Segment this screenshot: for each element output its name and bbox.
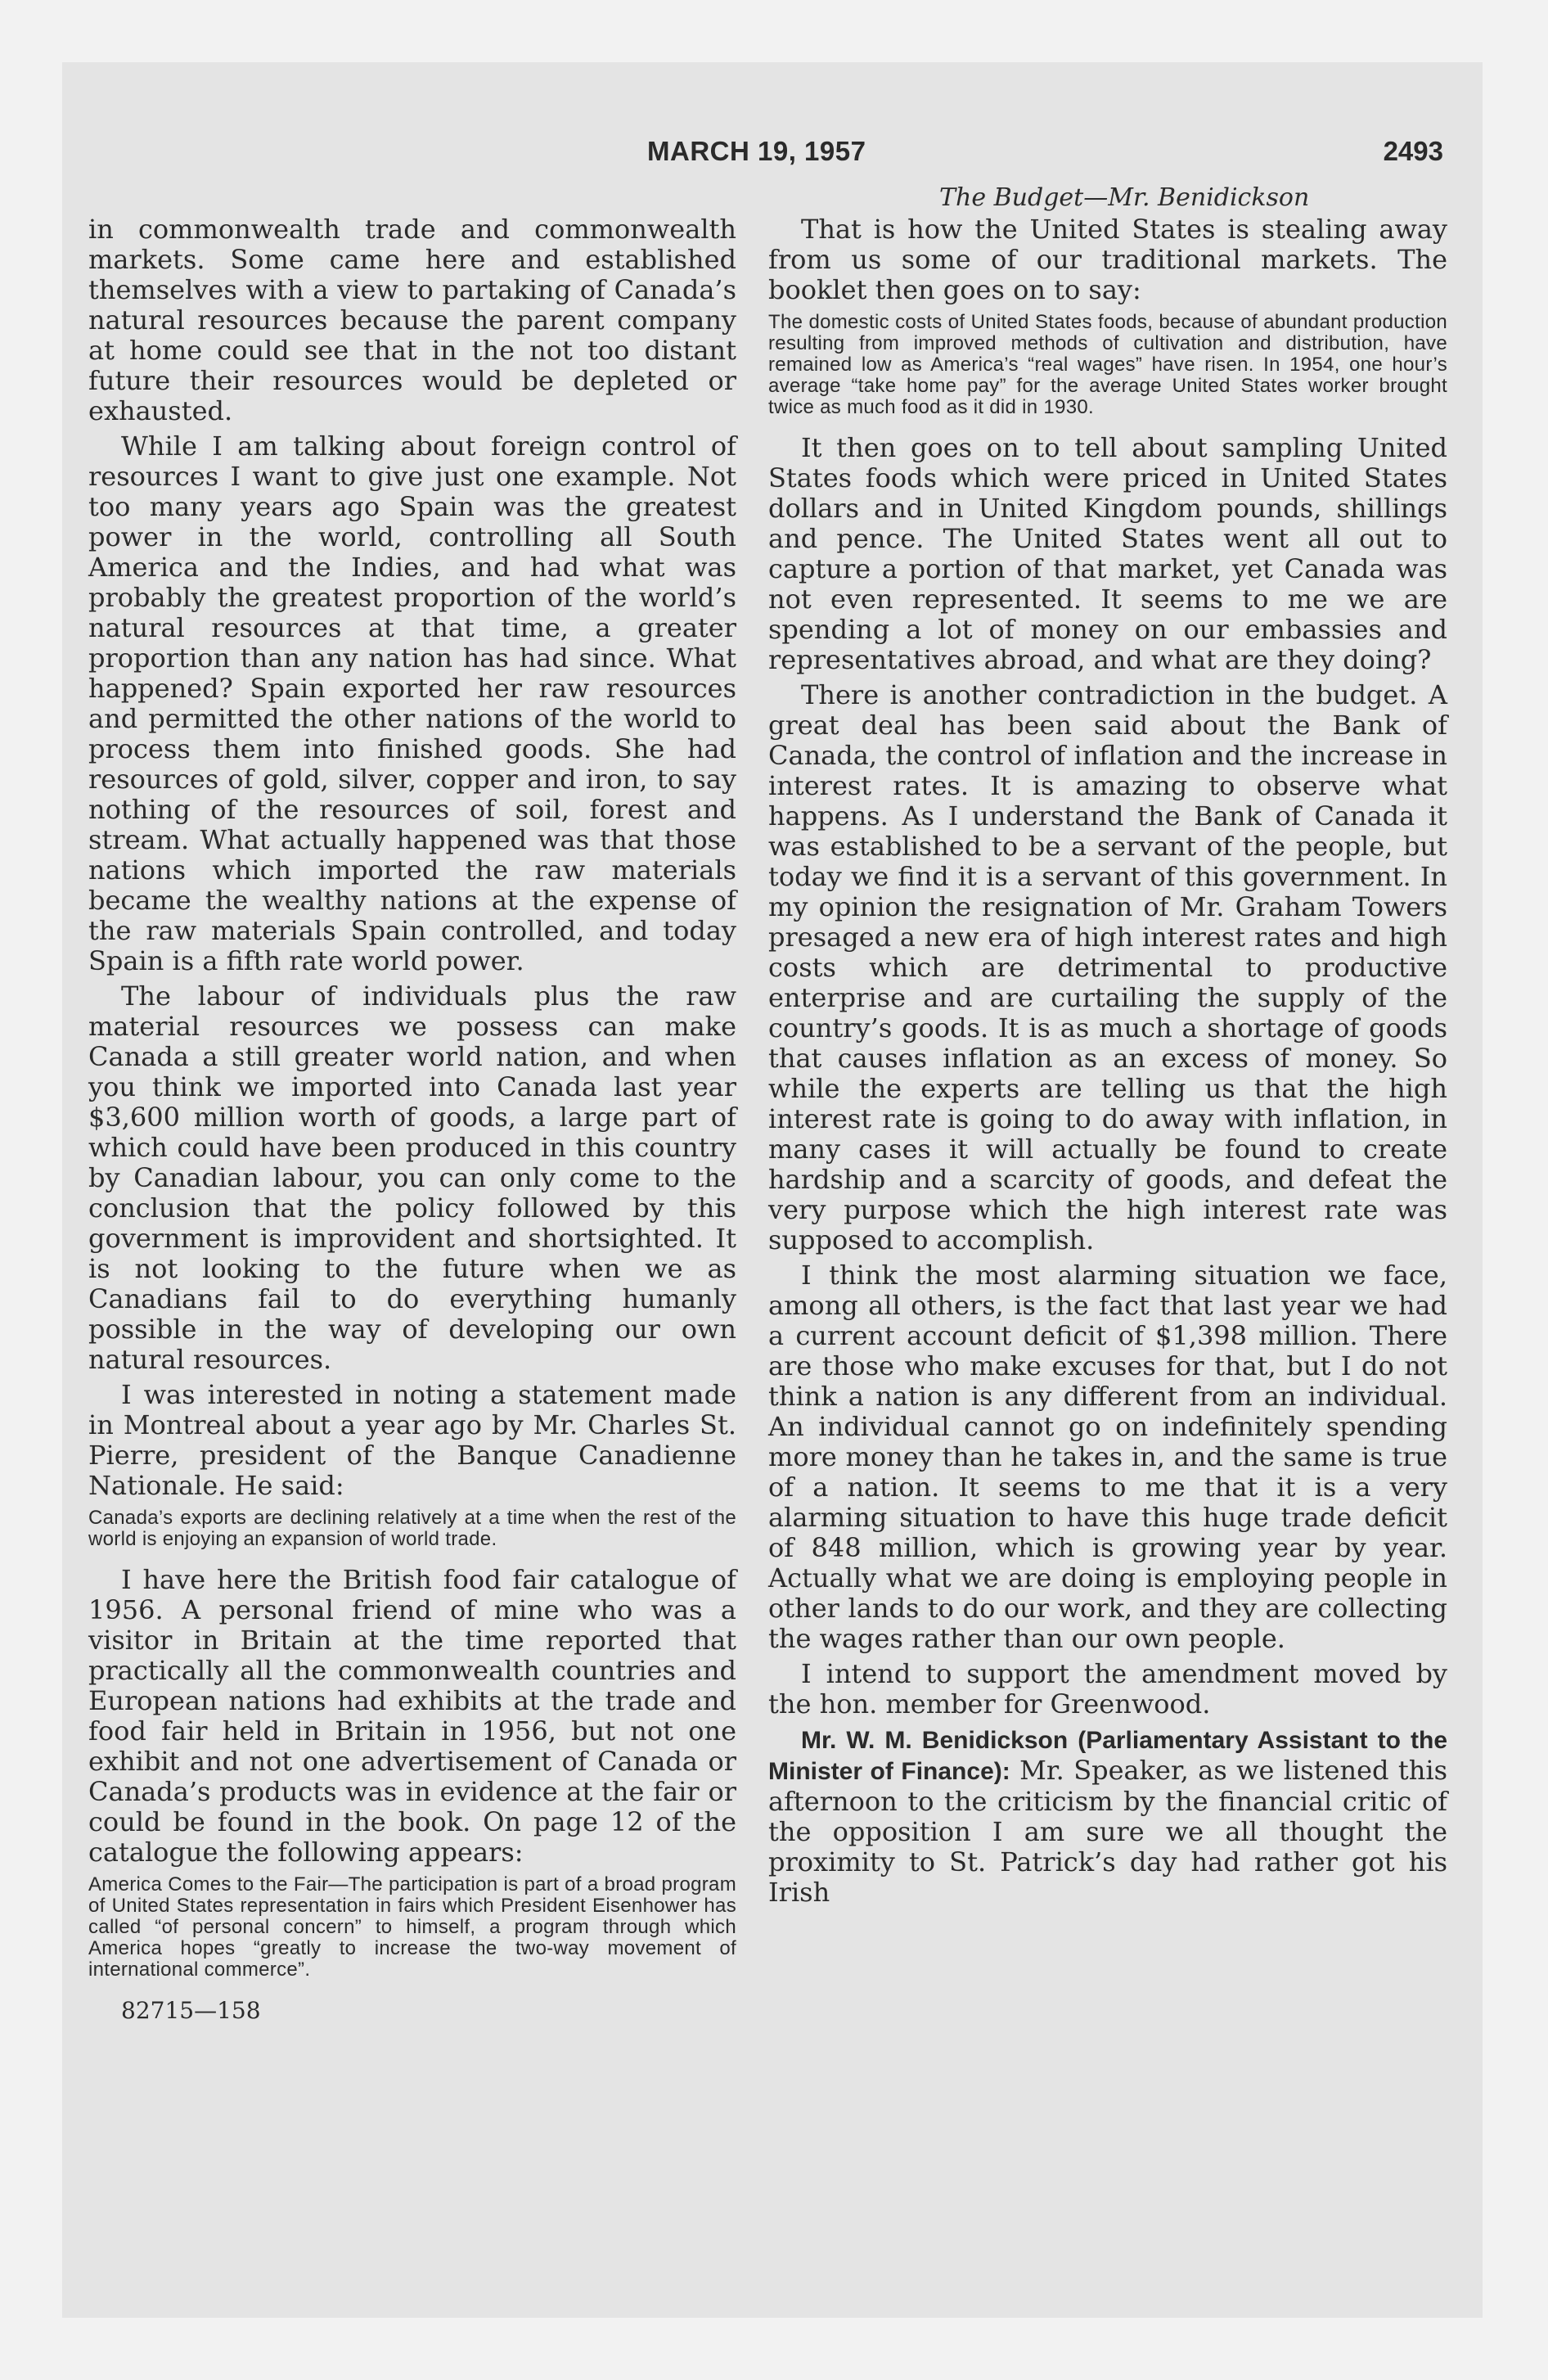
- paragraph: I was interested in noting a statement made in Montreal about a year ago by Mr. Charles St. Pierre, president of the Banque Canadienne Nationale. He said:: [88, 1379, 736, 1501]
- paragraph: I think the most alarming situation we face, among all others, is the fact that last year we had a current account deficit of $1,398 million. There are those who make excuses for that, but I do not think a nation is any different from an individual. An individual cannot go on indefinitely spending more money than he takes in, and the same is true of a nation. It seems to me that it is a very alarming situation to have this huge trade deficit of 848 million, which is growing year by year. Actually what we are doing is employing people in other lands to do our work, and they are collecting the wages rather than our own people.: [768, 1260, 1447, 1654]
- printer-code: 82715—158: [121, 1997, 261, 2024]
- block-quote: America Comes to the Fair—The participation is part of a broad program of United States representation in fairs which President Eisenhower has called “of personal concern” to himself, a program through which America hopes “greatly to increase the two-way movement of international commerce”.: [88, 1873, 736, 1981]
- paragraph: I have here the British food fair catalogue of 1956. A personal friend of mine who was a visitor in Britain at the time reported that practically all the commonwealth countries and European nations had exhibits at the trade and food fair held in Britain in 1956, but not one exhibit and not one advertisement of Canada or Canada’s products was in evidence at the fair or could be found in the book. On page 12 of the catalogue the following appears:: [88, 1564, 736, 1868]
- header-date: MARCH 19, 1957: [647, 136, 866, 166]
- page-number: 2493: [1383, 136, 1443, 166]
- speech-text: Mr. Speaker, as we listened this afternoon to the criticism by the financial critic of the opposition I am sure we all thought the proximity to St. Patrick’s day had rather got his Irish: [768, 1755, 1448, 1908]
- block-quote: The domestic costs of United States foods, because of abundant production resulting from improved methods of cultivation and distribution, have remained low as America’s “real wages” have risen. In 1954, one hour’s average “take home pay” for the average United States worker brought twice as much food as it did in 1930.: [768, 311, 1447, 418]
- page-header: [62, 62, 1483, 210]
- running-title: The Budget—Mr. Benidickson: [939, 183, 1310, 212]
- left-column: [88, 214, 736, 2026]
- paragraph: in commonwealth trade and commonwealth markets. Some came here and established themselves with a view to partaking of Canada’s natural resources because the parent company at home could see that in the not too distant future their resources would be depleted or exhausted.: [88, 214, 736, 426]
- paragraph: There is another contradiction in the budget. A great deal has been said about the Bank of Canada, the control of inflation and the increase in interest rates. It is amazing to observe what happens. As I understand the Bank of Canada it was established to be a servant of the people, but today we find it is a servant of this government. In my opinion the resignation of Mr. Graham Towers presaged a new era of high interest rates and high costs which are detrimental to productive enterprise and are curtailing the supply of the country’s goods. It is as much a shortage of goods that causes inflation as an excess of money. So while the experts are telling us that the high interest rate is going to do away with inflation, in many cases it will actually be found to create hardship and a scarcity of goods, and defeat the very purpose which the high interest rate was supposed to accomplish.: [768, 679, 1447, 1255]
- paragraph: It then goes on to tell about sampling United States foods which were priced in United States dollars and in United Kingdom pounds, shillings and pence. The United States went all out to capture a portion of that market, yet Canada was not even represented. It seems to me we are spending a lot of money on our embassies and representatives abroad, and what are they doing?: [768, 432, 1447, 675]
- right-column: [768, 214, 1447, 1913]
- speaker-name: Mr. W. M. Benidickson (Parliamentary Assistant to the Minister of Finance):: [768, 1727, 1447, 1785]
- speaker-paragraph: [768, 1724, 1447, 1908]
- block-quote: Canada’s exports are declining relatively at a time when the rest of the world is enjoying an expansion of world trade.: [88, 1507, 736, 1550]
- paragraph: While I am talking about foreign control of resources I want to give just one example. Not too many years ago Spain was the greatest power in the world, controlling all South America and the Indies, and had what was probably the greatest proportion of the world’s natural resources at that time, a greater proportion than any nation has had since. What happened? Spain exported her raw resources and permitted the other nations of the world to process them into finished goods. She had resources of gold, silver, copper and iron, to say nothing of the resources of soil, forest and stream. What actually happened was that those nations which imported the raw materials became the wealthy nations at the expense of the raw materials Spain controlled, and today Spain is a fifth rate world power.: [88, 430, 736, 976]
- hansard-page: [62, 62, 1483, 2318]
- paragraph: I intend to support the amendment moved by the hon. member for Greenwood.: [768, 1658, 1447, 1720]
- paragraph: The labour of individuals plus the raw material resources we possess can make Canada a still greater world nation, and when you think we imported into Canada last year $3,600 million worth of goods, a large part of which could have been produced in this country by Canadian labour, you can only come to the conclusion that the policy followed by this government is improvident and shortsighted. It is not looking to the future when we as Canadians fail to do everything humanly possible in the way of developing our own natural resources.: [88, 980, 736, 1375]
- paragraph: That is how the United States is stealing away from us some of our traditional markets. The booklet then goes on to say:: [768, 214, 1447, 305]
